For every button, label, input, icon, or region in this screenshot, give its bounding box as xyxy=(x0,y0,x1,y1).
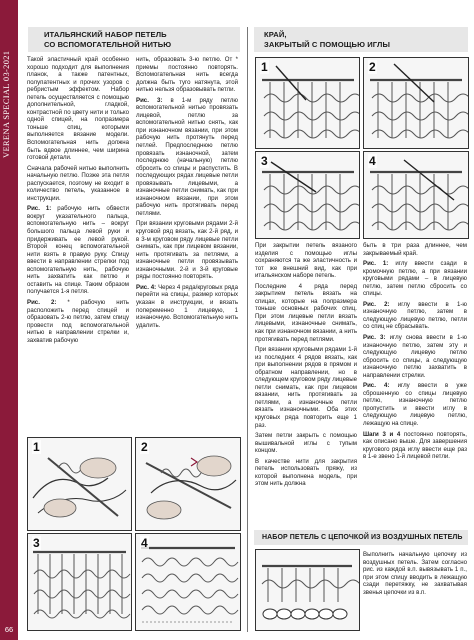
italian-text-col1 xyxy=(27,56,129,432)
edge-closing-header xyxy=(254,27,468,52)
needle-closing-illustration xyxy=(364,152,468,238)
paragraph: Такой эластичный край особенно хорошо подходит для выполнения планок, а также патентных, полупатентных и прочих узоров с ребристым эффектом. Набор петель осуществляется с помощью дополнительной, гладкой, контрастной по цвету нити и только одной спицей, на полразмера тоньше спиц, которыми выполняется вязание модели. Вспомогательная нить должна быть вдвое длиннее, чем ширина готовой детали. xyxy=(27,56,129,162)
chain-stitch-illustration xyxy=(256,550,359,630)
figure-number: 1 xyxy=(33,440,40,454)
paragraph: Затем петли закрыть с помощью вышивальной иглы с тупым концом. xyxy=(255,432,357,455)
italian-cast-on-header xyxy=(28,27,240,52)
chain-title: НАБОР ПЕТЕЛЬ С ЦЕПОЧКОЙ ИЗ ВОЗДУШНЫХ ПЕТЕЛЬ xyxy=(262,534,463,541)
spine-bar xyxy=(0,0,18,640)
paragraph: Рис. 4: иглу ввести в уже сброшенную со спицы лицевую петлю, изнаночную петлю пропустить и ввести иглу в следующую лицевую петлю, лежащую на спице. xyxy=(363,382,467,428)
paragraph: Рис. 3: иглу снова ввести в 1-ю изнаночную петлю, затем эту и следующую лицевую петлю сбросить со спицы, а следующую изнаночную петлю захватить в направлении стрелки. xyxy=(363,334,467,379)
knit-stitches-illustration xyxy=(136,534,240,630)
italian-title-line2: СО ВСПОМОГАТЕЛЬНОЙ НИТЬЮ xyxy=(44,39,172,49)
knit-stitches-illustration xyxy=(28,534,131,630)
italian-text-col2 xyxy=(136,56,238,432)
chain-text xyxy=(363,551,467,631)
paragraph: При вязании круговыми рядами 1-й из последних 4 рядов вязать, как при выполнении рядов в прямом и обратном направлении, но в следующем круговом ряду лицевые петли снимать, как при лицевом вязании, нить протягивать за петлями, а изнаночные петли вязать изнаночными. Оба этих круговых ряда повторить еще 1 раз. xyxy=(255,346,357,429)
page-number: 66 xyxy=(4,625,14,634)
edge-title-line2: ЗАКРЫТЫЙ С ПОМОЩЬЮ ИГЛЫ xyxy=(264,39,390,49)
paragraph: В качестве нити для закрытия петель использовать пряжу, из которой выполнена модель, при этом нить должна xyxy=(255,457,357,488)
paragraph: Шаги 3 и 4 постоянно повторять, как описано выше. Для завершения кругового ряда иглу ввести еще раз в 1-е звено 1-й лицевой петли. xyxy=(363,430,467,461)
paragraph: Рис. 3: в 1-м ряду петлю вспомогательной нитью провязать лицевой, петлю за вспомогательной нитью снять, как при изнаночном вязании, при этом рабочую нить протянуть перед петлей. Предпоследнюю петлю провязать изнаночной, затем последнюю (начальную) петлю сбросить со спицы и распустить. В последующих рядах лицевые петли провязывать лицевыми, а изнаночные петли снимать, как при изнаночном вязании, при этом рабочую нить протягивать перед петлями. xyxy=(136,96,238,217)
paragraph: быть в три раза длиннее, чем закрываемый край. xyxy=(363,242,467,257)
figure-number: 4 xyxy=(369,154,376,168)
figure-number: 2 xyxy=(141,440,148,454)
chain-cast-on-header xyxy=(254,530,468,545)
needle-closing-illustration xyxy=(256,58,359,148)
edge-text-col4 xyxy=(363,242,467,524)
needle-closing-illustration xyxy=(256,152,359,238)
paragraph: Последние 4 ряда перед закрытием петель вязать на спицах, которые на полразмера тоньше основных рабочих спиц. При этом лицевые петли вязать лицевыми, изнаночные снимать, как при изнаночном вязании, а нить протягивать перед петлями. xyxy=(255,282,357,343)
italian-title-line1: ИТАЛЬЯНСКИЙ НАБОР ПЕТЕЛЬ xyxy=(44,30,167,39)
edge-figure-2 xyxy=(363,57,469,149)
figure-number: 3 xyxy=(261,154,268,168)
paragraph: Рис. 1: иглу ввести сзади в кромочную петлю, а при вязании круговыми рядами – в лицевую петлю, затем петлю сбросить со спицы. xyxy=(363,260,467,298)
edge-figure-3 xyxy=(255,151,360,239)
figure-number: 2 xyxy=(369,60,376,74)
paragraph: При закрытии петель вязаного изделия с помощью иглы сохраняются та же эластичность и тот же внешний вид, как при итальянском наборе петель. xyxy=(255,242,357,280)
paragraph: Сначала рабочей нитью выполнить начальную петлю. Позже эта петля распускается, поэтому не входит в количество петель, указанное в инструкции. xyxy=(27,164,129,202)
italian-figure-3 xyxy=(27,533,132,631)
italian-figure-4 xyxy=(135,533,241,631)
figure-number: 1 xyxy=(261,60,268,74)
figure-number: 3 xyxy=(33,536,40,550)
column-divider xyxy=(247,27,248,632)
hands-needle-illustration xyxy=(136,438,240,530)
chain-figure xyxy=(255,549,360,631)
figure-number: 4 xyxy=(141,536,148,550)
paragraph: Рис. 1: рабочую нить обвести вокруг указательного пальца, вспомогательную нить – вокруг большого пальца левой руки и придерживать ее левой рукой. Второй конец вспомогательной нити взять в правую руку. Спицу ввести в направлении стрелки под вспомогательную нить, рабочую нить захватить как петлю и оставить на спице. Таким образом получается 1-я петля. xyxy=(27,205,129,296)
magazine-title: VERENA SPECIAL 03-2021 xyxy=(1,50,11,158)
hands-needle-illustration xyxy=(28,438,131,530)
paragraph: нить, образовать 3-ю петлю. От * приемы постоянно повторять. Вспомогательная нить всегда должна быть туго натянута, этой нитью нельзя образовывать петли. xyxy=(136,56,238,94)
paragraph: При вязании круговыми рядами 2-й круговой ряд вязать, как 2-й ряд, и в 3-м круговом ряду лицевые петли снимать, как при лицевом вязании, нить протягивать за петлями, а изнаночные петли провязывать изнаночными. 2-й и 3-й круговые ряды постоянно повторять. xyxy=(136,220,238,281)
edge-title-line1: КРАЙ, xyxy=(264,30,287,39)
edge-figure-4 xyxy=(363,151,469,239)
paragraph: Рис. 2: * рабочую нить расположить перед спицей и образовать 2-ю петлю, затем спицу провести под вспомогательной нитью в направлении стрелки и, захватив рабочую xyxy=(27,298,129,344)
edge-figure-1 xyxy=(255,57,360,149)
paragraph: Выполнить начальную цепочку из воздушных петель. Затем согласно рис. из каждой в.п. вывязывать 1 п., при этом спицу вводить в лежащую сзади перетяжку, не захватывая звенья цепочки из в.п. xyxy=(363,551,467,596)
paragraph: Рис. 4: Через 4 ряда/круговых ряда перейти на спицы, размер которых указан в инструкции, и вязать попеременно 1 лицевую, 1 изнаночную. Вспомогательную нить удалить. xyxy=(136,283,238,329)
italian-figure-2 xyxy=(135,437,241,531)
paragraph: Рис. 2: иглу ввести в 1-ю изнаночную петлю, затем в следующую лицевую петлю, петли со спиц не сбрасывать. xyxy=(363,300,467,331)
edge-text-col3 xyxy=(255,242,357,524)
needle-closing-illustration xyxy=(364,58,468,148)
italian-figure-1 xyxy=(27,437,132,531)
